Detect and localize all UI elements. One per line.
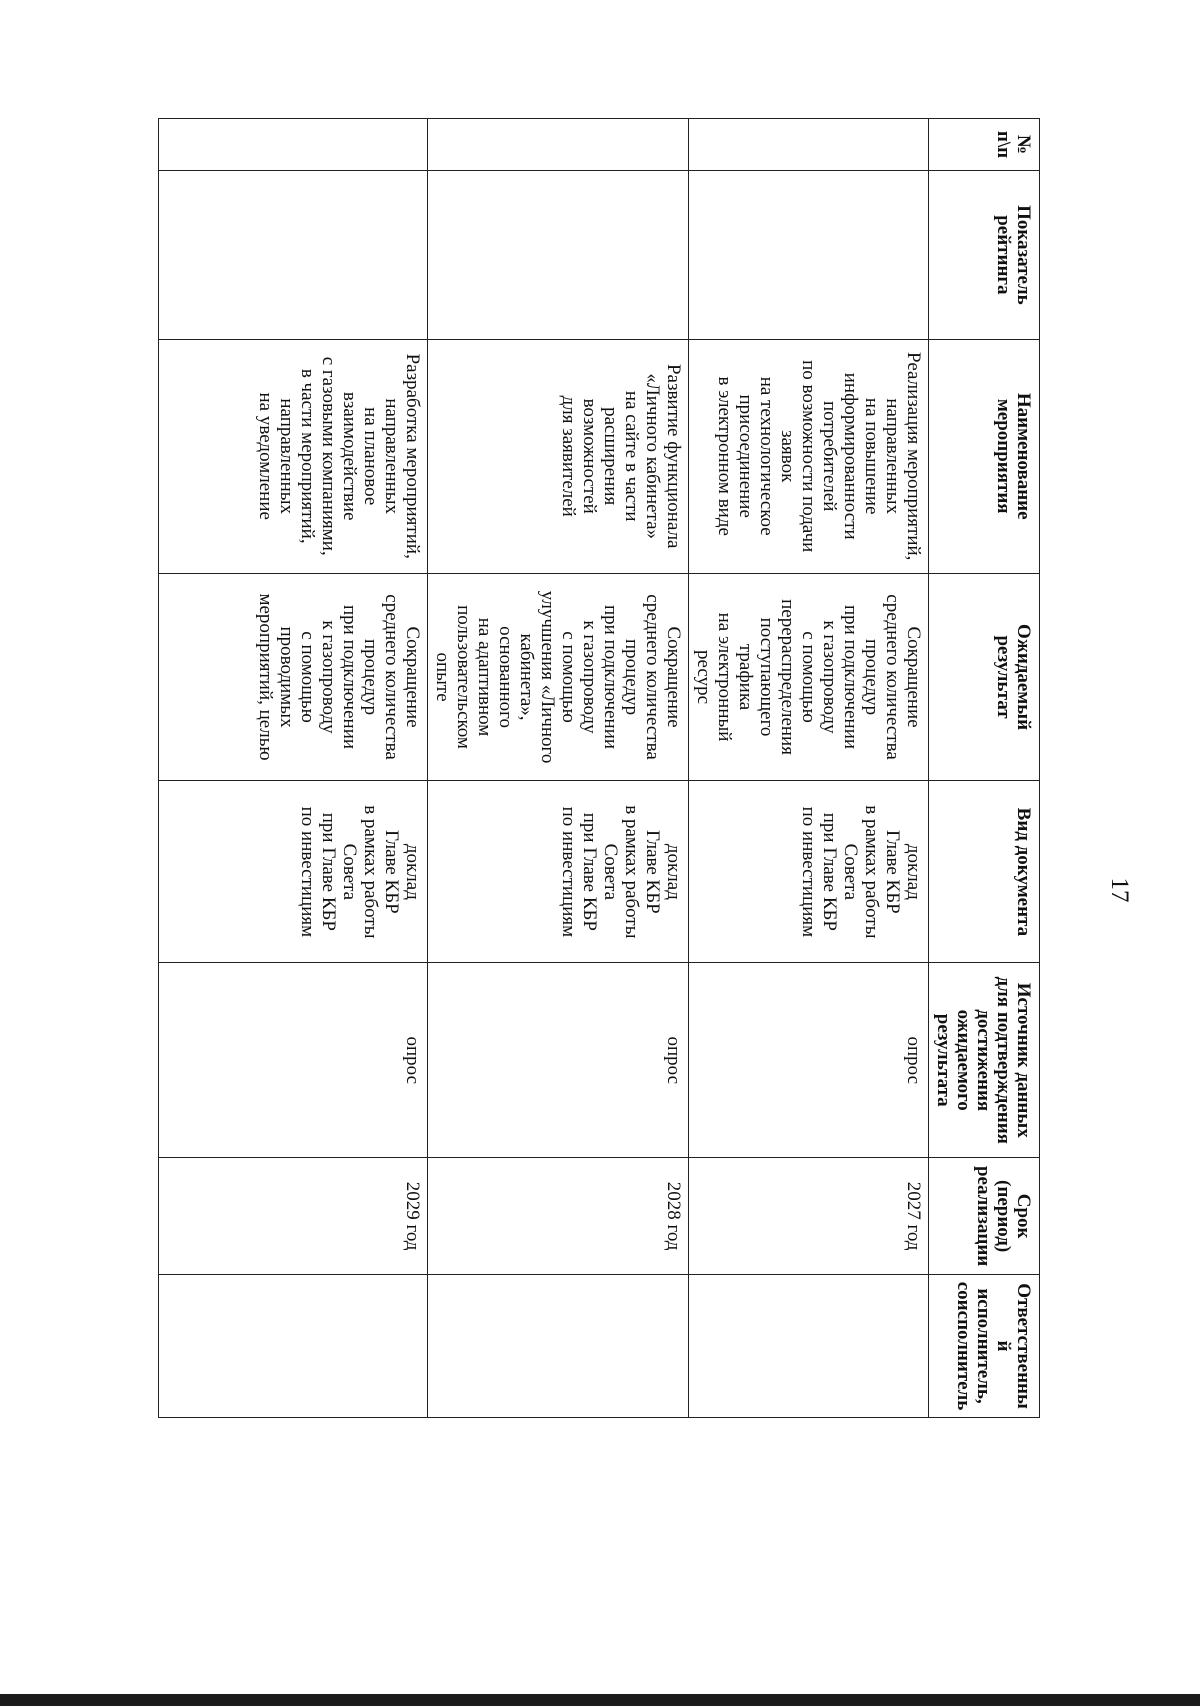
cell-line: на электронный bbox=[714, 612, 735, 742]
cell-line: Совета bbox=[600, 843, 621, 901]
cell-line: в электронном виде bbox=[714, 376, 735, 536]
cell-source bbox=[428, 963, 689, 1158]
cell-line: к газопроводу bbox=[819, 620, 840, 734]
cell-line: поступающего bbox=[756, 617, 777, 737]
cell-line: процедур bbox=[861, 638, 882, 716]
cell-term bbox=[428, 1158, 689, 1275]
cell-result bbox=[159, 573, 428, 781]
header-line: соисполнитель bbox=[953, 1281, 974, 1411]
cell-line: на сайте в части bbox=[621, 390, 642, 522]
cell-line: среднего количества bbox=[381, 594, 402, 760]
cell-measure bbox=[159, 339, 428, 573]
cell-line: при подключении bbox=[840, 605, 861, 750]
cell-line: пользовательском bbox=[453, 605, 474, 749]
cell-line: по возможности подачи bbox=[798, 360, 819, 553]
header-line: мероприятия bbox=[993, 398, 1014, 514]
cell-line: на адаптивном bbox=[474, 617, 495, 737]
header-line: Показатель bbox=[1013, 205, 1034, 305]
cell-line: при Главе КБР bbox=[579, 812, 600, 931]
header-line: для подтверждения bbox=[993, 976, 1014, 1144]
cell-term bbox=[689, 1158, 929, 1275]
header-line: исполнитель, bbox=[973, 1288, 994, 1404]
cell-document bbox=[159, 781, 428, 963]
cell-line: опрос bbox=[663, 1036, 684, 1085]
cell-line: процедур bbox=[621, 638, 642, 716]
cell-document bbox=[689, 781, 929, 963]
rotated-table-container bbox=[160, 118, 1040, 1418]
header-line: ожидаемого bbox=[953, 1009, 974, 1111]
header-line: п\п bbox=[993, 130, 1014, 159]
cell-indicator bbox=[159, 170, 428, 339]
cell-line: Реализация мероприятий, bbox=[903, 352, 924, 561]
cell-line: по инвестициям bbox=[798, 806, 819, 938]
cell-result bbox=[428, 573, 689, 781]
cell-line: взаимодействие bbox=[339, 391, 360, 521]
table-row bbox=[428, 119, 689, 1418]
cell-line: по инвестициям bbox=[297, 806, 318, 938]
header-line: Источник данных bbox=[1013, 982, 1034, 1138]
cell-line: в рамках работы bbox=[621, 805, 642, 939]
cell-line: с помощью bbox=[558, 631, 579, 723]
cell-line: Главе КБР bbox=[882, 830, 903, 914]
cell-line: в части мероприятий, bbox=[297, 368, 318, 544]
cell-responsible bbox=[689, 1275, 929, 1418]
cell-line: Сокращение bbox=[663, 626, 684, 728]
activities-table bbox=[158, 118, 1040, 1418]
cell-line: доклад bbox=[663, 843, 684, 900]
table-row bbox=[159, 119, 428, 1418]
cell-line: присоединение bbox=[735, 394, 756, 518]
cell-line: на технологическое bbox=[756, 376, 777, 536]
page-number: 17 bbox=[1106, 877, 1133, 903]
cell-line: Совета bbox=[339, 843, 360, 901]
cell-line: возможностей bbox=[579, 398, 600, 514]
cell-line: направленных bbox=[276, 398, 297, 515]
cell-line: при Главе КБР bbox=[318, 812, 339, 931]
cell-line: перераспределения bbox=[777, 599, 798, 755]
cell-line: для заявителей bbox=[558, 395, 579, 517]
header-line: (период) bbox=[993, 1180, 1014, 1253]
header-line: Ответственный bbox=[993, 1283, 1034, 1409]
header-indicator bbox=[929, 170, 1040, 339]
cell-line: среднего количества bbox=[642, 594, 663, 760]
cell-line: Главе КБР bbox=[381, 830, 402, 914]
cell-line: при подключении bbox=[339, 605, 360, 750]
cell-line: 2028 год bbox=[663, 1181, 684, 1251]
cell-line: «Личного кабинета» bbox=[642, 373, 663, 540]
cell-indicator bbox=[428, 170, 689, 339]
cell-measure bbox=[428, 339, 689, 573]
cell-line: 2029 год bbox=[402, 1181, 423, 1251]
cell-line: заявок bbox=[777, 430, 798, 483]
header-source bbox=[929, 963, 1040, 1158]
cell-line: на уведомление bbox=[255, 392, 276, 520]
cell-line: к газопроводу bbox=[318, 620, 339, 734]
cell-indicator bbox=[689, 170, 929, 339]
header-line: Срок bbox=[1013, 1193, 1034, 1239]
cell-line: кабинета», bbox=[516, 633, 537, 721]
cell-line: 2027 год bbox=[903, 1181, 924, 1251]
header-line: Наименование bbox=[1013, 392, 1034, 520]
cell-line: доклад bbox=[402, 843, 423, 900]
header-line: Вид документа bbox=[1013, 807, 1034, 937]
cell-responsible bbox=[428, 1275, 689, 1418]
cell-line: на повышение bbox=[861, 397, 882, 515]
cell-line: трафика bbox=[735, 643, 756, 711]
cell-line: с помощью bbox=[297, 631, 318, 723]
cell-line: основанного bbox=[495, 626, 516, 728]
cell-line: на плановое bbox=[360, 407, 381, 506]
cell-line: Совета bbox=[840, 843, 861, 901]
cell-line: Разработка мероприятий, bbox=[402, 353, 423, 559]
cell-line: опрос bbox=[402, 1036, 423, 1085]
cell-term bbox=[159, 1158, 428, 1275]
cell-line: опыте bbox=[432, 652, 453, 702]
scan-edge-bar bbox=[0, 1694, 1200, 1706]
cell-line: Главе КБР bbox=[642, 830, 663, 914]
table-body bbox=[159, 119, 929, 1418]
cell-responsible bbox=[159, 1275, 428, 1418]
cell-line: направленных bbox=[381, 398, 402, 515]
table-row bbox=[689, 119, 929, 1418]
cell-line: с газовыми компаниями, bbox=[318, 356, 339, 556]
table-header-row bbox=[929, 119, 1040, 1418]
cell-number bbox=[428, 119, 689, 171]
cell-line: информированности bbox=[840, 372, 861, 540]
cell-source bbox=[689, 963, 929, 1158]
cell-line: при подключении bbox=[600, 605, 621, 750]
cell-line: расширения bbox=[600, 407, 621, 506]
cell-line: Сокращение bbox=[903, 626, 924, 728]
cell-line: опрос bbox=[903, 1036, 924, 1085]
cell-line: в рамках работы bbox=[360, 805, 381, 939]
cell-result bbox=[689, 573, 929, 781]
header-line: Ожидаемый bbox=[1013, 624, 1034, 731]
header-number bbox=[929, 119, 1040, 171]
header-line: результата bbox=[933, 1013, 954, 1107]
cell-number bbox=[159, 119, 428, 171]
header-line: результат bbox=[993, 635, 1014, 719]
cell-line: Сокращение bbox=[402, 626, 423, 728]
cell-line: направленных bbox=[882, 398, 903, 515]
cell-line: доклад bbox=[903, 843, 924, 900]
cell-line: в рамках работы bbox=[861, 805, 882, 939]
cell-source bbox=[159, 963, 428, 1158]
cell-line: мероприятий, целью bbox=[255, 593, 276, 761]
header-measure bbox=[929, 339, 1040, 573]
header-responsible bbox=[929, 1275, 1040, 1418]
cell-line: ресурс bbox=[693, 650, 714, 705]
cell-line: с помощью bbox=[798, 631, 819, 723]
header-result bbox=[929, 573, 1040, 781]
header-line: № bbox=[1013, 134, 1034, 155]
cell-document bbox=[428, 781, 689, 963]
cell-line: улучшения «Личного bbox=[537, 590, 558, 764]
cell-line: процедур bbox=[360, 638, 381, 716]
cell-line: потребителей bbox=[819, 400, 840, 512]
cell-line: при Главе КБР bbox=[819, 812, 840, 931]
cell-line: среднего количества bbox=[882, 594, 903, 760]
cell-line: проводимых bbox=[276, 626, 297, 728]
header-term bbox=[929, 1158, 1040, 1275]
header-document bbox=[929, 781, 1040, 963]
header-line: рейтинга bbox=[993, 215, 1014, 295]
cell-number bbox=[689, 119, 929, 171]
cell-line: к газопроводу bbox=[579, 620, 600, 734]
header-line: реализации bbox=[973, 1165, 994, 1267]
cell-line: Развитие функционала bbox=[663, 363, 684, 549]
cell-measure bbox=[689, 339, 929, 573]
header-line: достижения bbox=[973, 1009, 994, 1112]
cell-line: по инвестициям bbox=[558, 806, 579, 938]
